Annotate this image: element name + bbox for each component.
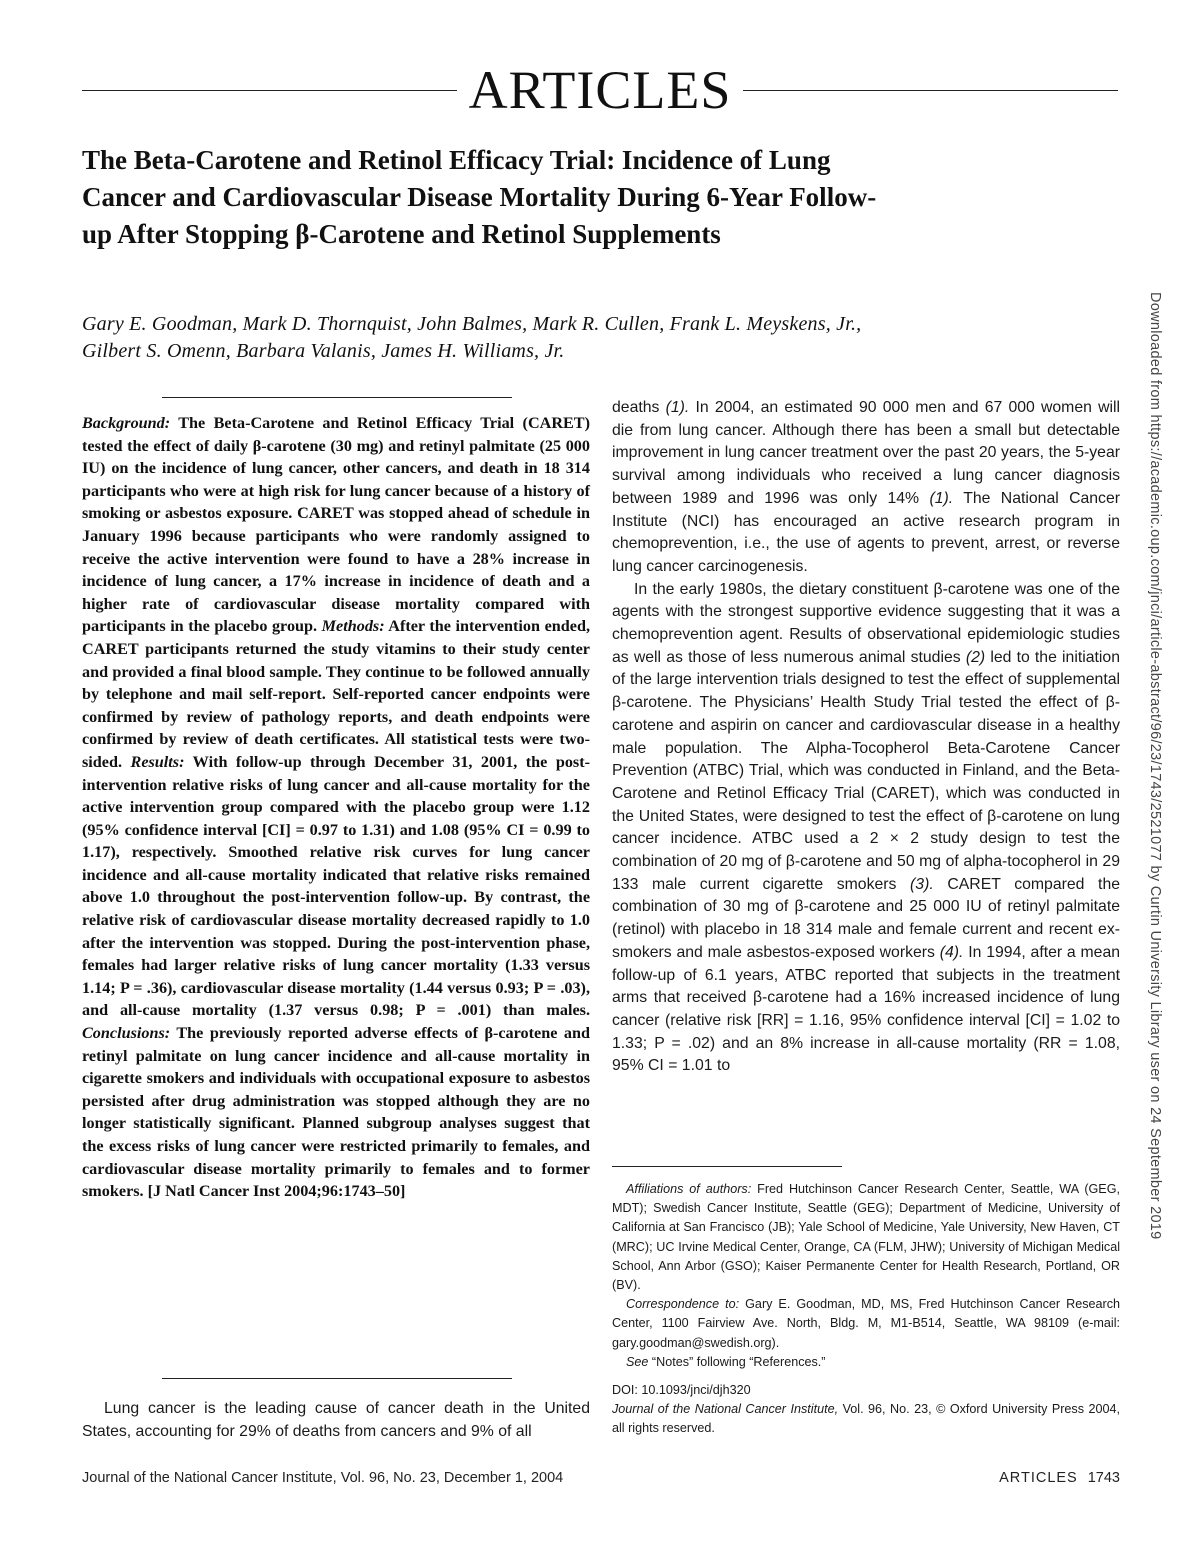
abstract-rule-bottom	[162, 1378, 512, 1379]
body-paragraph-1: deaths (1). In 2004, an estimated 90 000 men and 67 000 women will die from lung cancer. Although there has been a small but detectable improvement in lung cancer treatment over the past 20 years, the 5-year survival among individuals who received a lung cancer diagnosis between 1989 and 1996 was only 14% (1). The National Cancer Institute (NCI) has encouraged an active research program in chemoprevention, i.e., the use of agents to prevent, arrest, or reverse lung cancer carcinogenesis.	[612, 399, 1121, 575]
abstract-conclusions: The previously reported adverse effects of β-carotene and retinyl palmitate on lung cancer incidence and all-cause mortality in cigarette smokers and individuals with occupational exposure to asbestos persisted after drug administration was stopped although they are no longer statistically significant. Planned subgroup analyses suggest that the excess risks of lung cancer were restricted primarily to females, and cardiovascular disease mortality primarily to females and to former smokers.	[82, 1024, 590, 1201]
article-title: The Beta-Carotene and Retinol Efficacy Trial: Incidence of Lung Cancer and Cardiovascular Disease Mortality During 6-Year Follow-up After Stopping β-Carotene and Retinol Supplements	[82, 145, 877, 249]
page-number: 1743	[1087, 1470, 1120, 1486]
footnote-rule	[612, 1166, 842, 1167]
doi: DOI: 10.1093/jnci/djh320	[612, 1383, 751, 1398]
abstract-conclusions-label: Conclusions:	[82, 1024, 171, 1043]
journal-copyright: Journal of the National Cancer Institute, Vol. 96, No. 23, © Oxford University Press 2004, all rights reserved.	[612, 1402, 1121, 1436]
abstract-rule-top	[162, 397, 512, 398]
abstract-background: The Beta-Carotene and Retinol Efficacy Trial (CARET) tested the effect of daily β-carotene (30 mg) and retinyl palmitate (25 000 IU) on the incidence of lung cancer, other cancers, and death in 18 314 participants who were at high risk for lung cancer because of a history of smoking or asbestos exposure. CARET was stopped ahead of schedule in January 1996 because participants who were randomly assigned to receive the active intervention were found to have a 28% increase in incidence of lung cancer, a 17% increase in incidence of death and a higher rate of cardiovascular disease mortality compared with participants in the placebo group.	[82, 414, 590, 636]
citation-ref: (3).	[910, 875, 934, 893]
citation-ref: (4).	[939, 943, 964, 961]
body-paragraph-2: In the early 1980s, the dietary constituent β-carotene was one of the agents with the strongest supportive evidence suggesting that it was a chemoprevention agent. Results of observational epidemiologic studies as well as those of less numerous animal studies (2) led to the initiation of the large intervention trials designed to test the effect of supplemental β-carotene. The Physicians’ Health Study Trial tested the effect of β-carotene and aspirin on cancer and cardiovascular disease in a healthy male population. The Alpha-Tocopherol Beta-Carotene Cancer Prevention (ATBC) Trial, which was conducted in Finland, and the Beta-Carotene and Retinol Efficacy Trial (CARET), which was conducted in the United States, were designed to test the effect of β-carotene on lung cancer incidence. ATBC used a 2 × 2 study design to test the combination of 20 mg of β-carotene and 50 mg of alpha-tocopherol in 29 133 male current cigarette smokers (3). CARET compared the combination of 30 mg of β-carotene and 25 000 IU of retinyl palmitate (retinol) with placebo in 18 314 male and female current and recent ex-smokers and male asbestos-exposed workers (4). In 1994, after a mean follow-up of 6.1 years, ATBC reported that subjects in the treatment arms that received β-carotene had a 16% increased incidence of lung cancer (relative risk [RR] = 1.16, 95% confidence interval [CI] = 1.02 to 1.33; P = .02) and an 8% increase in all-cause mortality (RR = 1.08, 95% CI = 1.01 to	[612, 580, 1121, 1075]
citation-ref: (1).	[929, 489, 954, 507]
download-watermark: Downloaded from https://academic.oup.com/jnci/article-abstract/96/23/1743/2521077 by Curtin University Library user on 24 September 2019	[1147, 292, 1163, 1240]
footer-section: ARTICLES	[999, 1470, 1078, 1486]
abstract	[82, 412, 590, 1203]
abstract-citation: [J Natl Cancer Inst 2004;96:1743–50]	[147, 1182, 406, 1201]
footer-page	[900, 1470, 1120, 1486]
author-list: Gary E. Goodman, Mark D. Thornquist, John Balmes, Mark R. Cullen, Frank L. Meyskens, Jr., Gilbert S. Omenn, Barbara Valanis, James H. Williams, Jr.	[82, 313, 862, 362]
section-heading: ARTICLES	[0, 58, 1200, 122]
abstract-methods: After the intervention ended, CARET participants returned the study vitamins to their study center and provided a final blood sample. They continue to be followed annually by telephone and mail self-report. Self-reported cancer endpoints were confirmed by review of pathology reports, and death endpoints were confirmed by review of death certificates. All statistical tests were two-sided.	[82, 617, 590, 771]
footer-journal: Journal of the National Cancer Institute, Vol. 96, No. 23, December 1, 2004	[82, 1470, 564, 1486]
correspondence: Correspondence to: Gary E. Goodman, MD, MS, Fred Hutchinson Cancer Research Center, 1100 Fairview Ave. North, Bldg. M, M1-B514, Seattle, WA 98109 (e-mail: gary.goodman@swedish.org).	[612, 1297, 1121, 1350]
citation-ref: (1).	[665, 399, 690, 416]
see-notes: See “Notes” following “References.”	[626, 1354, 826, 1369]
footnotes	[612, 1180, 1120, 1439]
intro-left-column	[82, 1398, 590, 1443]
body-right-column	[612, 397, 1120, 1078]
abstract-results-label: Results:	[130, 752, 185, 771]
intro-paragraph: Lung cancer is the leading cause of cancer death in the United States, accounting for 29% of deaths from cancers and 9% of all	[82, 1400, 590, 1440]
affiliations: Affiliations of authors: Fred Hutchinson Cancer Research Center, Seattle, WA (GEG, MDT); Swedish Cancer Institute, Seattle (GEG); Department of Medicine, University of California at San Francisco (JB); Yale School of Medicine, Yale University, New Haven, CT (MRC); UC Irvine Medical Center, Orange, CA (FLM, JHW); University of Michigan Medical School, Ann Arbor (GSO); Kaiser Permanente Center for Health Research, Portland, OR (BV).	[612, 1182, 1121, 1293]
abstract-background-label: Background:	[82, 414, 171, 432]
abstract-results: With follow-up through December 31, 2001, the post-intervention relative risks of lung cancer and all-cause mortality for the active intervention group compared with the placebo group were 1.12 (95% confidence interval [CI] = 0.97 to 1.31) and 1.08 (95% CI = 0.99 to 1.17), respectively. Smoothed relative risk curves for lung cancer incidence and all-cause mortality indicated that relative risks remained above 1.0 throughout the post-intervention follow-up. By contrast, the relative risk of cardiovascular disease mortality decreased rapidly to 1.0 after the intervention was stopped. During the post-intervention phase, females had larger relative risks of lung cancer mortality (1.33 versus 1.14; P = .36), cardiovascular disease mortality (1.44 versus 0.93; P = .03), and all-cause mortality (1.37 versus 0.98; P = .001) than males.	[82, 752, 590, 1020]
abstract-methods-label: Methods:	[321, 617, 385, 636]
citation-ref: (2)	[965, 648, 986, 666]
